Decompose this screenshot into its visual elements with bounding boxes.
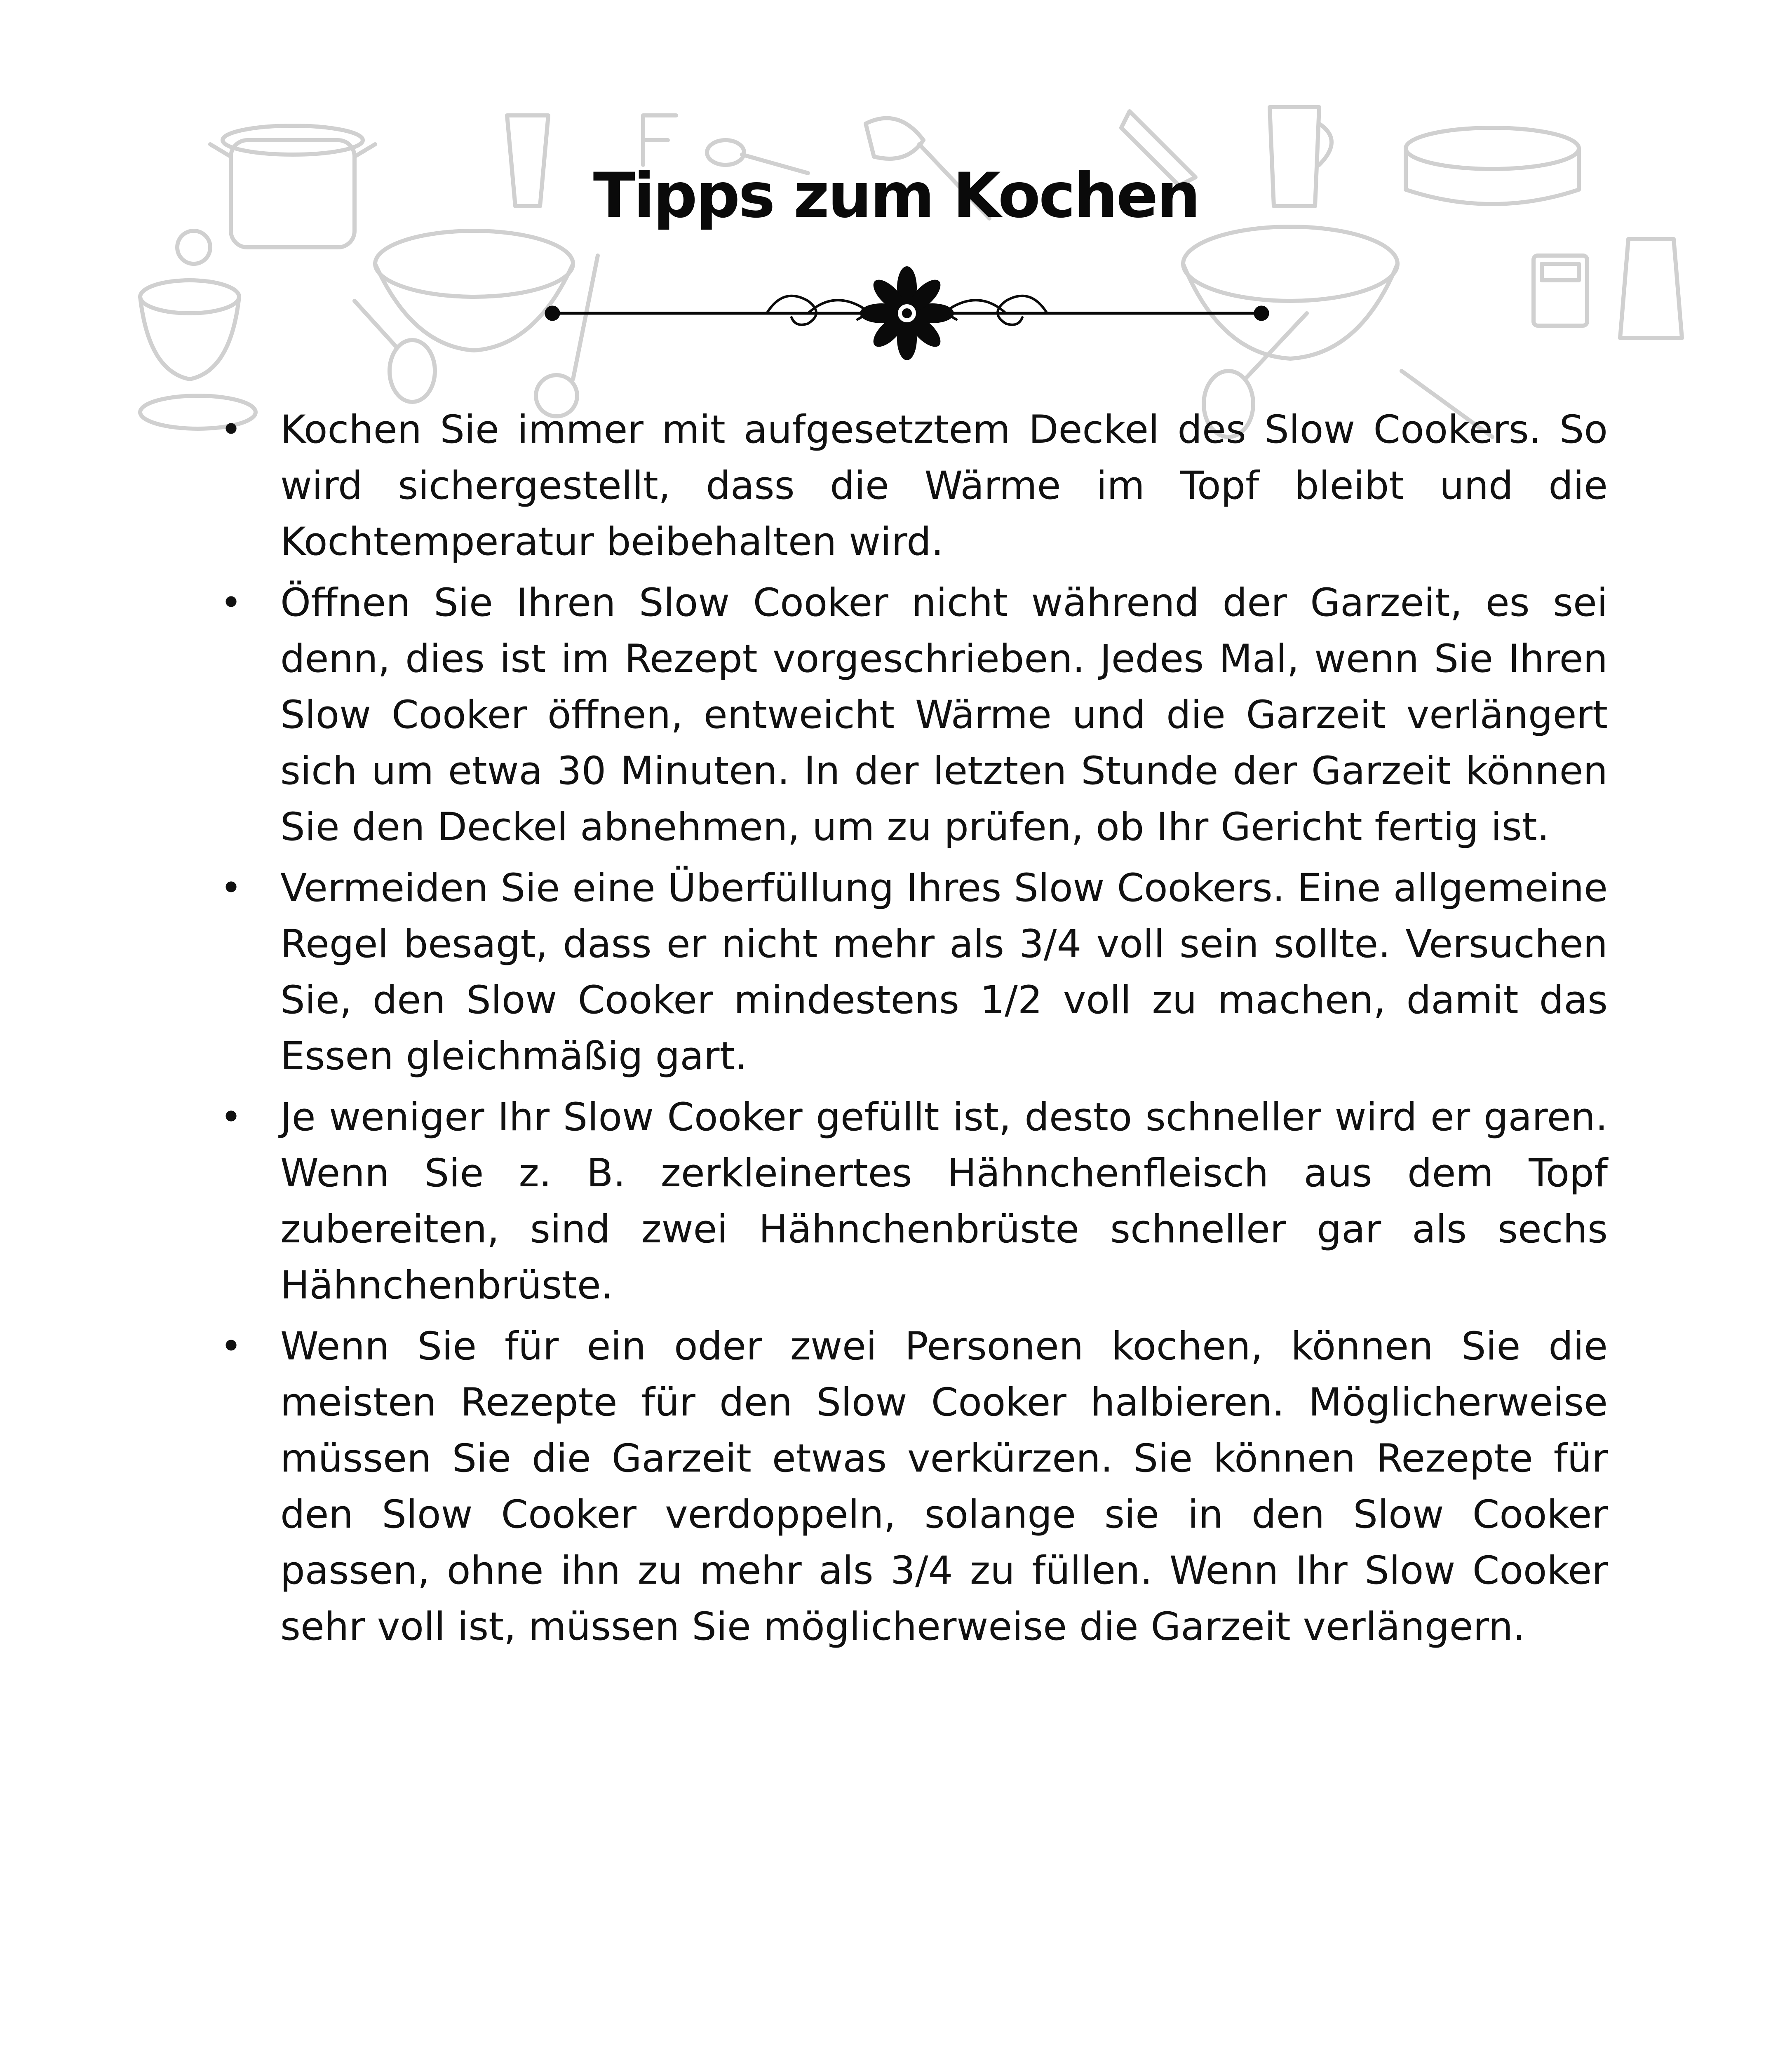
tips-list [214, 402, 1608, 1660]
tip-text: Je weniger Ihr Slow Cooker gefüllt ist, desto schneller wird er garen. Wenn Sie z. B. zerkleinertes Hähnchenfleisch aus dem Topf zubereiten, sind zwei Hähnchenbrüste schneller gar als sechs Hähnchenbrüste. [280, 1095, 1608, 1308]
slotted-spoon-icon [355, 301, 435, 402]
list-item [214, 1319, 1608, 1655]
tip-text: Vermeiden Sie eine Überfüllung Ihres Slow Cookers. Eine allgemeine Regel besagt, dass er nicht mehr als 3/4 voll sein sollte. Versuchen Sie, den Slow Cooker mindestens 1/2 voll zu machen, damit das Essen gleichmäßig gart. [280, 866, 1608, 1079]
sugar-bowl-icon [140, 231, 239, 379]
bullet-icon: • [220, 1096, 242, 1139]
list-item [214, 860, 1608, 1084]
bullet-icon: • [220, 1325, 242, 1368]
tip-text: Wenn Sie für ein oder zwei Personen kochen, können Sie die meisten Rezepte für den Slow Cooker halbieren. Möglicherweise müssen Sie die Garzeit etwas verkürzen. Sie können Rezepte für den Slow Cooker verdoppeln, solange sie in den Slow Cooker passen, ohne ihn zu mehr als 3/4 zu füllen. Wenn Ihr Slow Cooker sehr voll ist, müssen Sie möglicherweise die Garzeit verlängern. [280, 1324, 1608, 1649]
tip-text: Öffnen Sie Ihren Slow Cooker nicht während der Garzeit, es sei denn, dies ist im Rezept vorgeschrieben. Jedes Mal, wenn Sie Ihren Slow Cooker öffnen, entweicht Wärme und die Garzeit verlängert sich um etwa 30 Minuten. In der letzten Stunde der Garzeit können Sie den Deckel abnehmen, um zu prüfen, ob Ihr Gericht fertig ist. [280, 580, 1608, 850]
flower-flourish-divider-icon [536, 262, 1278, 365]
list-item [214, 402, 1608, 570]
bullet-icon: • [220, 866, 242, 910]
list-item [214, 575, 1608, 855]
tip-text: Kochen Sie immer mit aufgesetztem Deckel des Slow Cookers. So wird sichergestellt, dass die Wärme im Topf bleibt und die Kochtemperatur beibehalten wird. [280, 407, 1608, 564]
letter-f-icon [643, 115, 676, 165]
page-title: Tipps zum Kochen [593, 160, 1199, 232]
grater-icon [1620, 239, 1682, 338]
list-item [214, 1089, 1608, 1314]
bullet-icon: • [220, 408, 242, 451]
scale-icon [1534, 256, 1587, 326]
bullet-icon: • [220, 581, 242, 624]
